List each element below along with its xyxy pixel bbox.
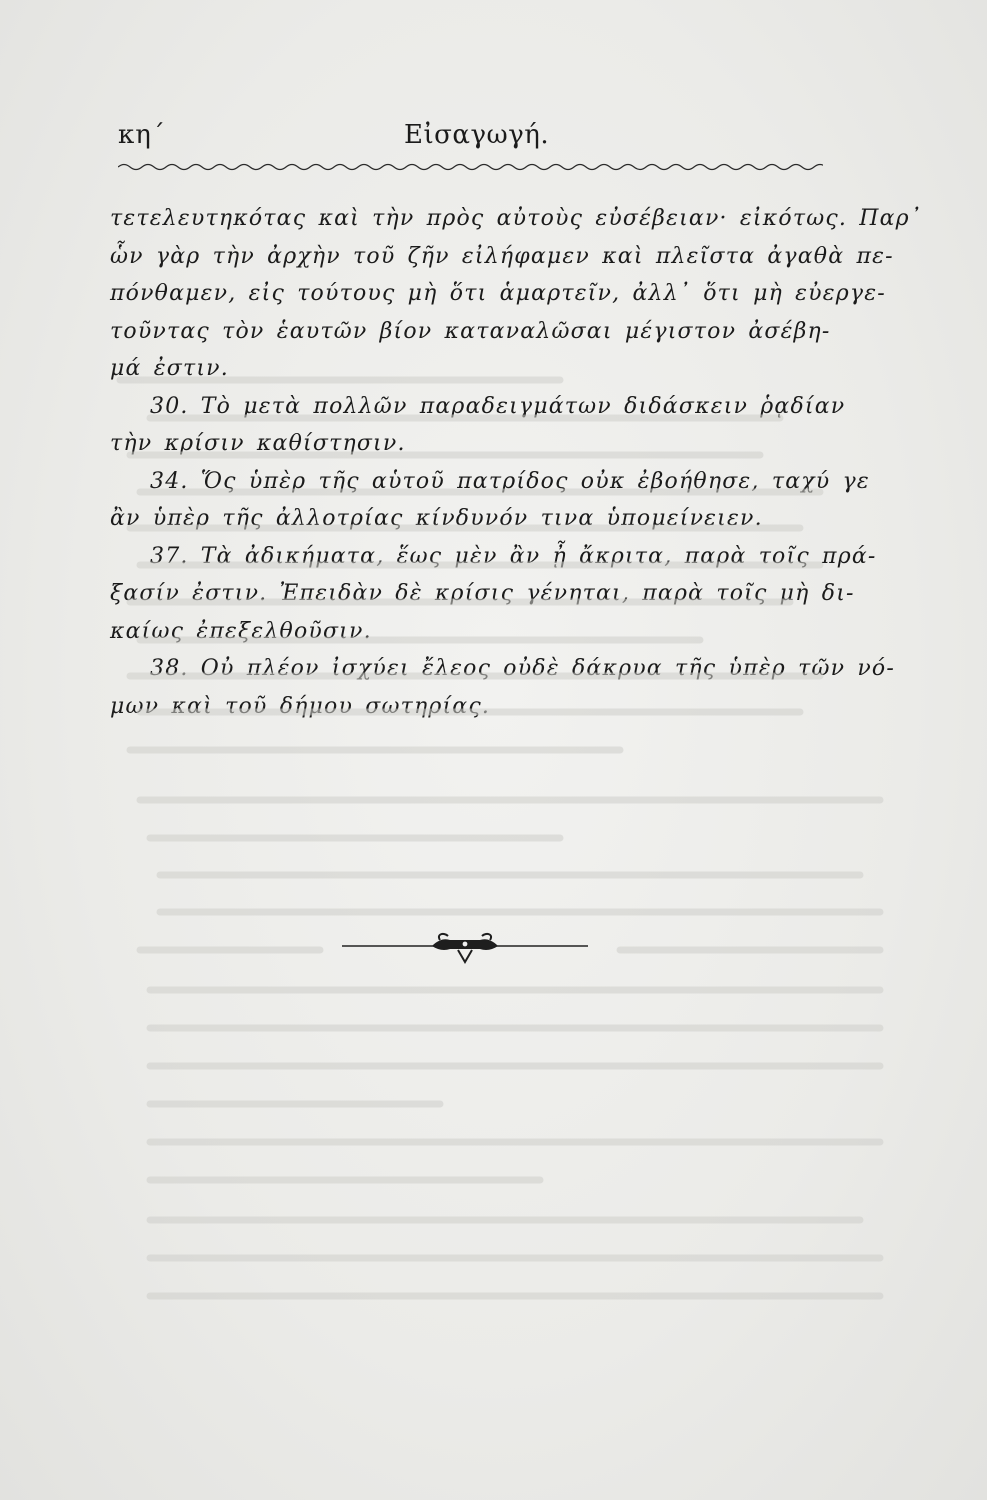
text-line: ἂν ὑπὲρ τῆς ἀλλοτρίας κίνδυνόν τινα ὑπομείνειεν. (110, 506, 763, 531)
text-line: 37. Τὰ ἀδικήματα, ἕως μὲν ἂν ᾖ ἄκριτα, παρὰ τοῖς πρά- (150, 543, 877, 569)
running-head: Εἰσαγωγή. (404, 120, 550, 150)
tailpiece-ornament-icon (340, 926, 590, 970)
text-line: μά ἐστιν. (110, 356, 229, 381)
text-line: 38. Οὐ πλέον ἰσχύει ἔλεος οὐδὲ δάκρυα τῆς ὑπὲρ τῶν νό- (150, 656, 896, 681)
text-line: ξασίν ἐστιν. Ἐπειδὰν δὲ κρίσις γένηται, παρὰ τοῖς μὴ δι- (110, 581, 855, 606)
body-text (110, 200, 923, 725)
text-line: 34. Ὅς ὑπὲρ τῆς αὑτοῦ πατρίδος οὐκ ἐβοήθησε, ταχύ γε (150, 468, 870, 494)
page-header (118, 118, 823, 158)
text-line: ὧν γὰρ τὴν ἀρχὴν τοῦ ζῆν εἰλήφαμεν καὶ πλεῖστα ἀγαθὰ πε- (110, 243, 894, 269)
text-line: μων καὶ τοῦ δήμου σωτηρίας. (110, 693, 491, 719)
text-line: τετελευτηκότας καὶ τὴν πρὸς αὐτοὺς εὐσέβειαν· εἰκότως. Παρ᾽ (110, 206, 923, 231)
text-line: τοῦντας τὸν ἑαυτῶν βίον καταναλῶσαι μέγιστον ἀσέβη- (110, 318, 831, 344)
text-line: 30. Τὸ μετὰ πολλῶν παραδειγμάτων διδάσκειν ῥᾳδίαν (150, 393, 846, 419)
text-line: τὴν κρίσιν καθίστησιν. (110, 431, 406, 456)
text-line: καίως ἐπεξελθοῦσιν. (110, 618, 372, 644)
text-line: πόνθαμεν, εἰς τούτους μὴ ὅτι ἁμαρτεῖν, ἀλλ᾽ ὅτι μὴ εὐεργε- (110, 281, 886, 306)
page-number: κη΄ (118, 120, 166, 150)
header-wavy-rule (118, 160, 823, 174)
